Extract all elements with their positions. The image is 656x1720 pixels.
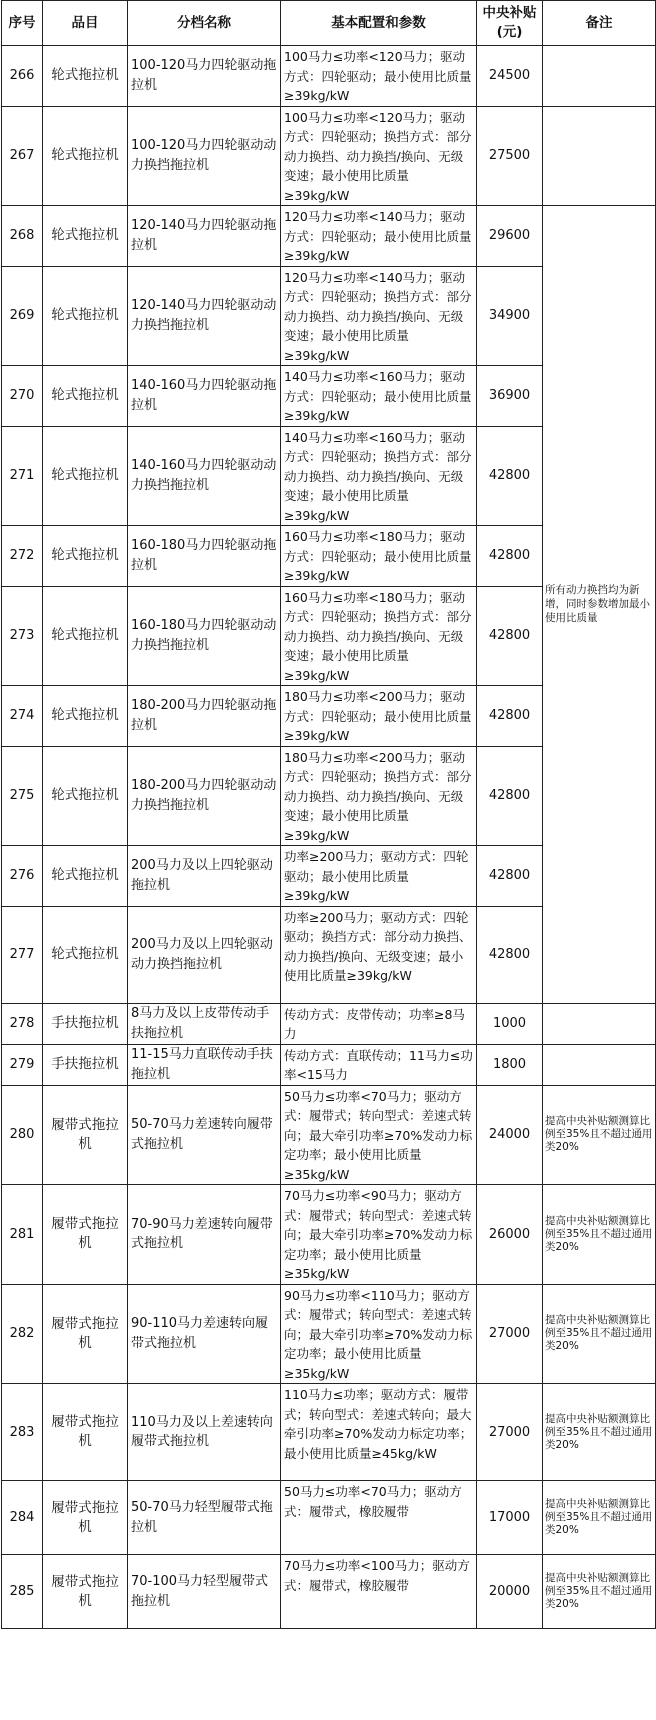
row-number: 275 bbox=[2, 746, 43, 846]
row-subsidy: 29600 bbox=[477, 206, 543, 267]
row-number: 271 bbox=[2, 426, 43, 526]
table-row bbox=[2, 1555, 656, 1629]
row-name: 180-200马力四轮驱动动力换挡拖拉机 bbox=[128, 746, 281, 846]
row-category: 轮式拖拉机 bbox=[43, 526, 128, 587]
row-spec: 50马力≤功率<70马力；驱动方式：履带式，橡胶履带 bbox=[281, 1481, 477, 1555]
table-row bbox=[2, 1384, 656, 1481]
row-name: 8马力及以上皮带传动手扶拖拉机 bbox=[128, 1003, 281, 1044]
row-spec: 140马力≤功率<160马力；驱动方式：四轮驱动；换挡方式：部分动力换挡、动力换挡/换向、无级变速；最小使用比质量≥39kg/kW bbox=[281, 426, 477, 526]
row-category: 履带式拖拉机 bbox=[43, 1085, 128, 1185]
row-subsidy: 27500 bbox=[477, 106, 543, 206]
header-category: 品目 bbox=[43, 1, 128, 46]
table-row bbox=[2, 46, 656, 107]
header-note: 备注 bbox=[543, 1, 656, 46]
row-name: 180-200马力四轮驱动拖拉机 bbox=[128, 686, 281, 747]
row-name: 100-120马力四轮驱动动力换挡拖拉机 bbox=[128, 106, 281, 206]
header-row bbox=[2, 1, 656, 46]
row-number: 267 bbox=[2, 106, 43, 206]
row-spec: 50马力≤功率<70马力；驱动方式：履带式；转向型式：差速式转向；最大牵引功率≥70%发动力标定功率；最小使用比质量≥35kg/kW bbox=[281, 1085, 477, 1185]
row-number: 276 bbox=[2, 846, 43, 907]
row-name: 100-120马力四轮驱动拖拉机 bbox=[128, 46, 281, 107]
row-note: 提高中央补贴额测算比例至35%且不超过通用类20% bbox=[543, 1481, 656, 1555]
row-name: 11-15马力直联传动手扶拖拉机 bbox=[128, 1044, 281, 1085]
row-category: 轮式拖拉机 bbox=[43, 686, 128, 747]
row-category: 轮式拖拉机 bbox=[43, 106, 128, 206]
table-row bbox=[2, 206, 656, 267]
row-number: 279 bbox=[2, 1044, 43, 1085]
row-category: 履带式拖拉机 bbox=[43, 1284, 128, 1384]
row-subsidy: 1800 bbox=[477, 1044, 543, 1085]
row-name: 110马力及以上差速转向履带式拖拉机 bbox=[128, 1384, 281, 1481]
row-subsidy: 42800 bbox=[477, 526, 543, 587]
row-number: 268 bbox=[2, 206, 43, 267]
row-name: 200马力及以上四轮驱动动力换挡拖拉机 bbox=[128, 906, 281, 1003]
row-spec: 功率≥200马力；驱动方式：四轮驱动；最小使用比质量≥39kg/kW bbox=[281, 846, 477, 907]
row-number: 270 bbox=[2, 366, 43, 427]
row-subsidy: 42800 bbox=[477, 746, 543, 846]
row-category: 手扶拖拉机 bbox=[43, 1003, 128, 1044]
row-spec: 70马力≤功率<90马力；驱动方式：履带式；转向型式：差速式转向；最大牵引功率≥70%发动力标定功率；最小使用比质量≥35kg/kW bbox=[281, 1185, 477, 1285]
row-note bbox=[543, 1044, 656, 1085]
row-category: 履带式拖拉机 bbox=[43, 1384, 128, 1481]
row-spec: 180马力≤功率<200马力；驱动方式：四轮驱动；最小使用比质量≥39kg/kW bbox=[281, 686, 477, 747]
row-name: 160-180马力四轮驱动动力换挡拖拉机 bbox=[128, 586, 281, 686]
table-row bbox=[2, 1085, 656, 1185]
row-note bbox=[543, 106, 656, 206]
row-spec: 100马力≤功率<120马力；驱动方式：四轮驱动；最小使用比质量≥39kg/kW bbox=[281, 46, 477, 107]
row-spec: 70马力≤功率<100马力；驱动方式：履带式，橡胶履带 bbox=[281, 1555, 477, 1629]
row-subsidy: 27000 bbox=[477, 1384, 543, 1481]
header-no: 序号 bbox=[2, 1, 43, 46]
row-subsidy: 42800 bbox=[477, 686, 543, 747]
row-spec: 160马力≤功率<180马力；驱动方式：四轮驱动；最小使用比质量≥39kg/kW bbox=[281, 526, 477, 587]
table-body bbox=[2, 46, 656, 1629]
row-name: 120-140马力四轮驱动动力换挡拖拉机 bbox=[128, 266, 281, 366]
row-subsidy: 42800 bbox=[477, 906, 543, 1003]
row-category: 轮式拖拉机 bbox=[43, 46, 128, 107]
row-category: 轮式拖拉机 bbox=[43, 366, 128, 427]
table-row bbox=[2, 106, 656, 206]
row-category: 轮式拖拉机 bbox=[43, 906, 128, 1003]
row-note: 提高中央补贴额测算比例至35%且不超过通用类20% bbox=[543, 1085, 656, 1185]
row-note: 提高中央补贴额测算比例至35%且不超过通用类20% bbox=[543, 1185, 656, 1285]
row-subsidy: 27000 bbox=[477, 1284, 543, 1384]
row-category: 轮式拖拉机 bbox=[43, 586, 128, 686]
row-name: 120-140马力四轮驱动拖拉机 bbox=[128, 206, 281, 267]
row-spec: 90马力≤功率<110马力；驱动方式：履带式；转向型式：差速式转向；最大牵引功率≥70%发动力标定功率；最小使用比质量≥35kg/kW bbox=[281, 1284, 477, 1384]
row-number: 284 bbox=[2, 1481, 43, 1555]
row-category: 轮式拖拉机 bbox=[43, 266, 128, 366]
header-spec: 基本配置和参数 bbox=[281, 1, 477, 46]
row-number: 272 bbox=[2, 526, 43, 587]
row-number: 269 bbox=[2, 266, 43, 366]
row-note: 提高中央补贴额测算比例至35%且不超过通用类20% bbox=[543, 1384, 656, 1481]
row-subsidy: 26000 bbox=[477, 1185, 543, 1285]
row-subsidy: 42800 bbox=[477, 586, 543, 686]
row-number: 285 bbox=[2, 1555, 43, 1629]
row-number: 281 bbox=[2, 1185, 43, 1285]
row-spec: 110马力≤功率；驱动方式：履带式；转向型式：差速式转向；最大牵引功率≥70%发动力标定功率；最小使用比质量≥45kg/kW bbox=[281, 1384, 477, 1481]
row-subsidy: 1000 bbox=[477, 1003, 543, 1044]
table-row bbox=[2, 1044, 656, 1085]
row-subsidy: 17000 bbox=[477, 1481, 543, 1555]
row-name: 90-110马力差速转向履带式拖拉机 bbox=[128, 1284, 281, 1384]
row-category: 轮式拖拉机 bbox=[43, 846, 128, 907]
row-spec: 180马力≤功率<200马力；驱动方式：四轮驱动；换挡方式：部分动力换挡、动力换挡/换向、无级变速；最小使用比质量≥39kg/kW bbox=[281, 746, 477, 846]
row-subsidy: 24500 bbox=[477, 46, 543, 107]
row-spec: 120马力≤功率<140马力；驱动方式：四轮驱动；最小使用比质量≥39kg/kW bbox=[281, 206, 477, 267]
row-subsidy: 34900 bbox=[477, 266, 543, 366]
row-spec: 140马力≤功率<160马力；驱动方式：四轮驱动；最小使用比质量≥39kg/kW bbox=[281, 366, 477, 427]
row-category: 轮式拖拉机 bbox=[43, 746, 128, 846]
group-note: 所有动力换挡均为新增，同时参数增加最小使用比质量 bbox=[543, 206, 656, 1004]
subsidy-table bbox=[1, 0, 656, 1629]
row-category: 履带式拖拉机 bbox=[43, 1555, 128, 1629]
row-note: 提高中央补贴额测算比例至35%且不超过通用类20% bbox=[543, 1284, 656, 1384]
header-name: 分档名称 bbox=[128, 1, 281, 46]
row-name: 50-70马力差速转向履带式拖拉机 bbox=[128, 1085, 281, 1185]
row-number: 282 bbox=[2, 1284, 43, 1384]
row-category: 轮式拖拉机 bbox=[43, 206, 128, 267]
row-subsidy: 24000 bbox=[477, 1085, 543, 1185]
row-category: 轮式拖拉机 bbox=[43, 426, 128, 526]
row-number: 266 bbox=[2, 46, 43, 107]
row-number: 277 bbox=[2, 906, 43, 1003]
table-row bbox=[2, 1003, 656, 1044]
header-subsidy: 中央补贴(元) bbox=[477, 1, 543, 46]
row-subsidy: 42800 bbox=[477, 846, 543, 907]
row-number: 278 bbox=[2, 1003, 43, 1044]
row-subsidy: 42800 bbox=[477, 426, 543, 526]
row-subsidy: 36900 bbox=[477, 366, 543, 427]
row-name: 70-90马力差速转向履带式拖拉机 bbox=[128, 1185, 281, 1285]
row-name: 70-100马力轻型履带式拖拉机 bbox=[128, 1555, 281, 1629]
row-spec: 100马力≤功率<120马力；驱动方式：四轮驱动；换挡方式：部分动力换挡、动力换挡/换向、无级变速；最小使用比质量≥39kg/kW bbox=[281, 106, 477, 206]
row-name: 140-160马力四轮驱动动力换挡拖拉机 bbox=[128, 426, 281, 526]
row-category: 履带式拖拉机 bbox=[43, 1481, 128, 1555]
table-row bbox=[2, 1481, 656, 1555]
row-note bbox=[543, 46, 656, 107]
row-category: 手扶拖拉机 bbox=[43, 1044, 128, 1085]
row-spec: 160马力≤功率<180马力；驱动方式：四轮驱动；换挡方式：部分动力换挡、动力换挡/换向、无级变速；最小使用比质量≥39kg/kW bbox=[281, 586, 477, 686]
row-number: 274 bbox=[2, 686, 43, 747]
row-category: 履带式拖拉机 bbox=[43, 1185, 128, 1285]
row-spec: 传动方式：皮带传动；功率≥8马力 bbox=[281, 1003, 477, 1044]
table-row bbox=[2, 1185, 656, 1285]
row-subsidy: 20000 bbox=[477, 1555, 543, 1629]
row-number: 283 bbox=[2, 1384, 43, 1481]
table-row bbox=[2, 1284, 656, 1384]
row-spec: 功率≥200马力；驱动方式：四轮驱动；换挡方式：部分动力换挡、动力换挡/换向、无级变速；最小使用比质量≥39kg/kW bbox=[281, 906, 477, 1003]
row-number: 273 bbox=[2, 586, 43, 686]
row-name: 160-180马力四轮驱动拖拉机 bbox=[128, 526, 281, 587]
row-name: 140-160马力四轮驱动拖拉机 bbox=[128, 366, 281, 427]
row-note bbox=[543, 1003, 656, 1044]
row-name: 200马力及以上四轮驱动拖拉机 bbox=[128, 846, 281, 907]
row-number: 280 bbox=[2, 1085, 43, 1185]
row-spec: 120马力≤功率<140马力；驱动方式：四轮驱动；换挡方式：部分动力换挡、动力换挡/换向、无级变速；最小使用比质量≥39kg/kW bbox=[281, 266, 477, 366]
row-note: 提高中央补贴额测算比例至35%且不超过通用类20% bbox=[543, 1555, 656, 1629]
row-spec: 传动方式：直联传动；11马力≤功率<15马力 bbox=[281, 1044, 477, 1085]
row-name: 50-70马力轻型履带式拖拉机 bbox=[128, 1481, 281, 1555]
